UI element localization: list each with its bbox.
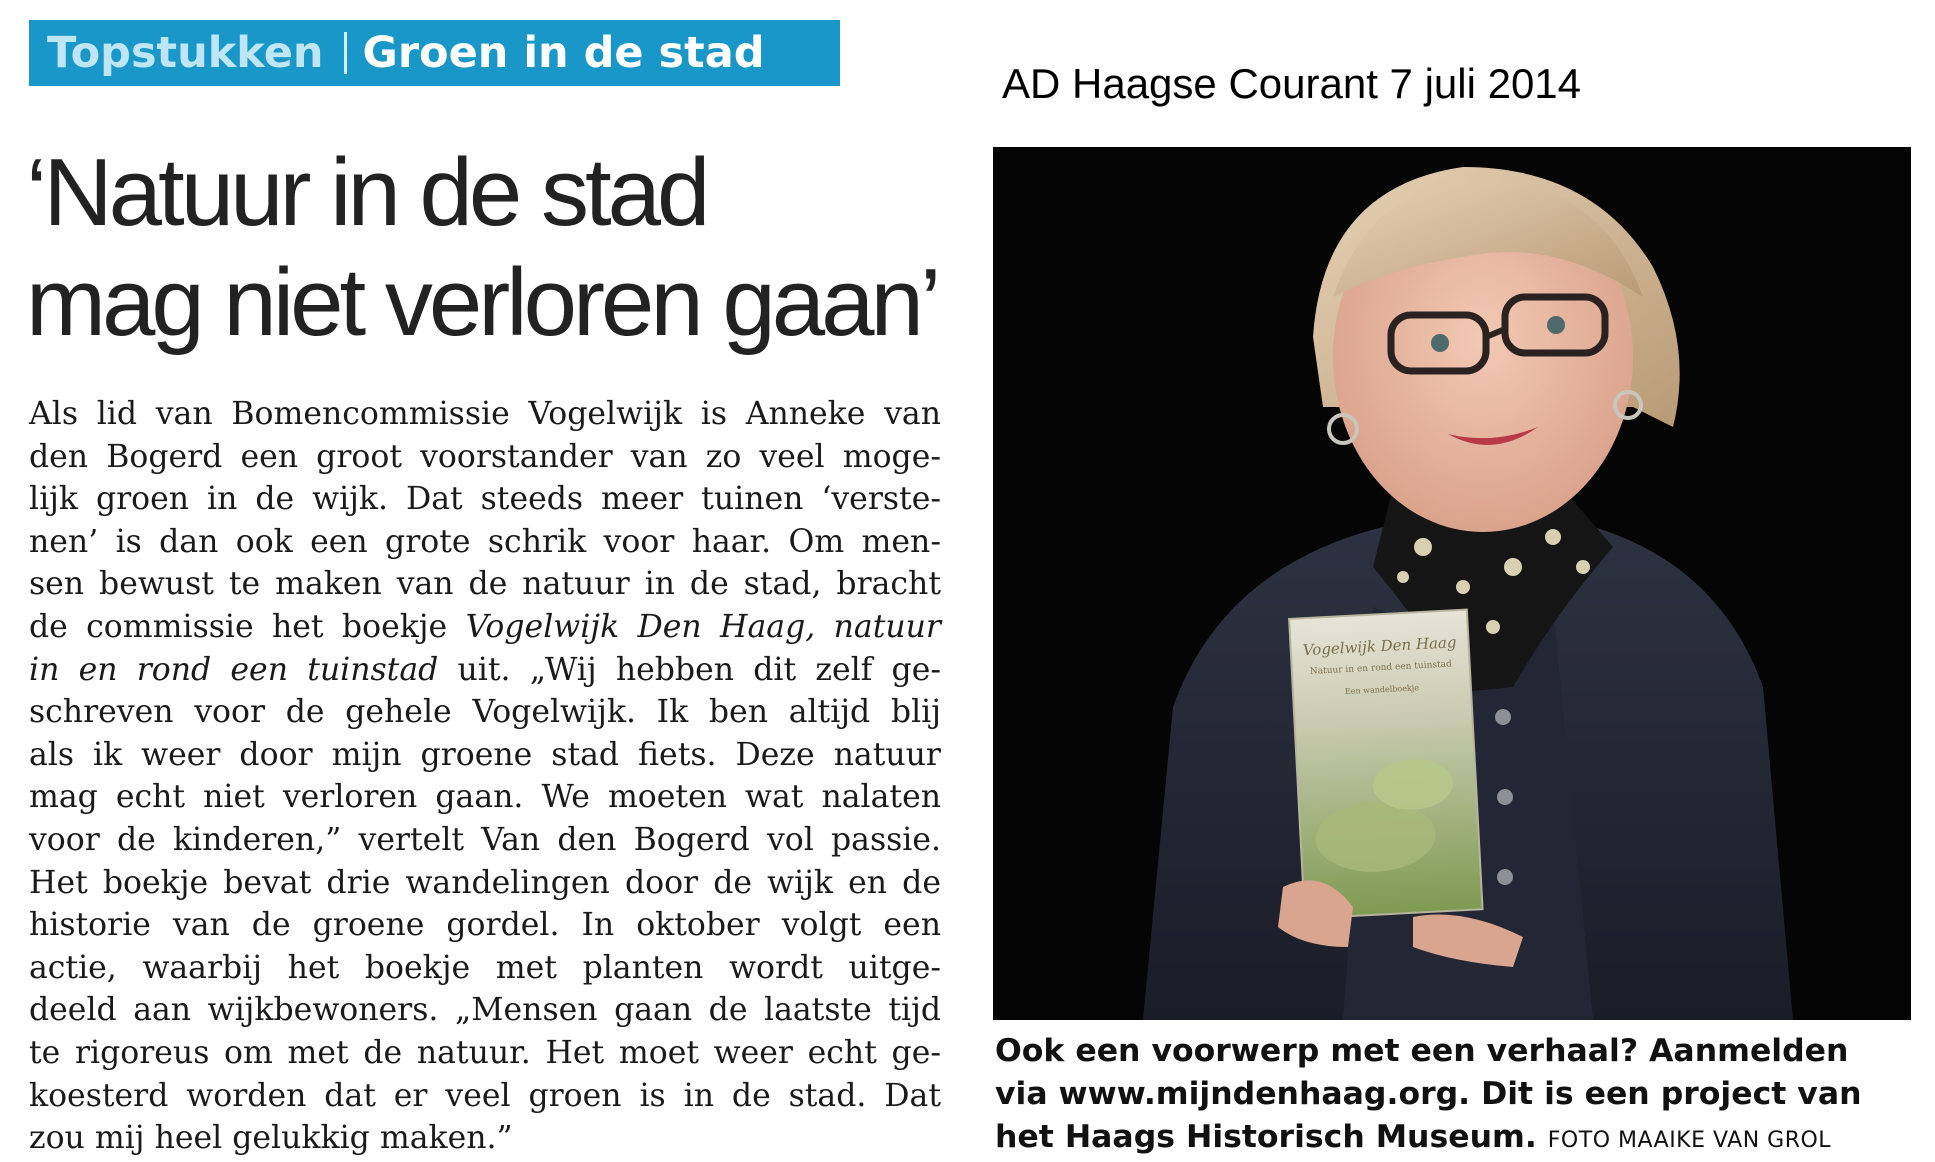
book-title-italic: Vogelwijk Den Haag, natuur bbox=[465, 608, 941, 645]
article-line: als ik weer door mijn groene stad fiets. Deze natuur bbox=[29, 736, 941, 773]
book-title: Vogelwijk Den Haag bbox=[1302, 633, 1457, 660]
article-line: historie van de groene gordel. In oktober volgt een bbox=[29, 907, 941, 944]
article-body bbox=[29, 393, 941, 1160]
caption-line-2: via www.mijndenhaag.org. Dit is een project van bbox=[995, 1076, 1862, 1112]
caption-line-1: Ook een voorwerp met een verhaal? Aanmelden bbox=[995, 1033, 1849, 1069]
caption-line-3 bbox=[995, 1116, 1915, 1162]
article-line: Het boekje bevat drie wandelingen door de wijk en de bbox=[29, 864, 941, 901]
book-subtitle: Natuur in en rond een tuinstad bbox=[1309, 659, 1452, 677]
article-line: schreven voor de gehele Vogelwijk. Ik ben altijd blij bbox=[29, 694, 941, 731]
banner-divider bbox=[344, 32, 347, 74]
article-line: den Bogerd een groot voorstander van zo veel moge- bbox=[29, 438, 941, 475]
book-title-italic: in en rond een tuinstad bbox=[29, 651, 439, 688]
headline-line: mag niet verloren gaan’ bbox=[26, 249, 938, 356]
article-line bbox=[29, 606, 941, 649]
headline-line: ‘Natuur in de stad bbox=[26, 139, 707, 246]
photo-credit: FOTO MAAIKE VAN GROL bbox=[1547, 1128, 1832, 1153]
article-line: te rigoreus om met de natuur. Het moet weer echt ge- bbox=[29, 1034, 941, 1071]
article-text: uit. „Wij hebben dit zelf ge- bbox=[438, 651, 942, 688]
article-line: deeld aan wijkbewoners. „Mensen gaan de laatste tijd bbox=[29, 992, 941, 1029]
article-line: zou mij heel gelukkig maken.” bbox=[29, 1120, 513, 1157]
photo-caption bbox=[995, 1030, 1915, 1162]
section-banner bbox=[29, 20, 840, 86]
article-line: mag echt niet verloren gaan. We moeten wat nalaten bbox=[29, 779, 941, 816]
article-text: de commissie het boekje bbox=[29, 608, 466, 645]
subsection-label: Groen in de stad bbox=[362, 27, 765, 78]
headline bbox=[26, 138, 966, 358]
article-line: nen’ is dan ook een grote schrik voor haar. Om men- bbox=[29, 523, 941, 560]
article-line: voor de kinderen,” vertelt Van den Bogerd vol passie. bbox=[29, 821, 941, 858]
article-line: actie, waarbij het boekje met planten wordt uitge- bbox=[29, 949, 941, 986]
section-label: Topstukken bbox=[47, 27, 324, 78]
article-line: lijk groen in de wijk. Dat steeds meer tuinen ‘verste- bbox=[29, 481, 941, 518]
caption-line-3-text: het Haags Historisch Museum. bbox=[995, 1119, 1537, 1155]
source-note: AD Haagse Courant 7 juli 2014 bbox=[1002, 60, 1582, 107]
article-line: koesterd worden dat er veel groen is in de stad. Dat bbox=[29, 1077, 941, 1114]
article-line: sen bewust te maken van de natuur in de stad, bracht bbox=[29, 566, 941, 603]
article-line bbox=[29, 649, 941, 692]
book-tagline: Een wandelboekje bbox=[1344, 683, 1420, 697]
article-line: Als lid van Bomencommissie Vogelwijk is Anneke van bbox=[29, 396, 941, 432]
portrait-photo bbox=[993, 147, 1911, 1020]
